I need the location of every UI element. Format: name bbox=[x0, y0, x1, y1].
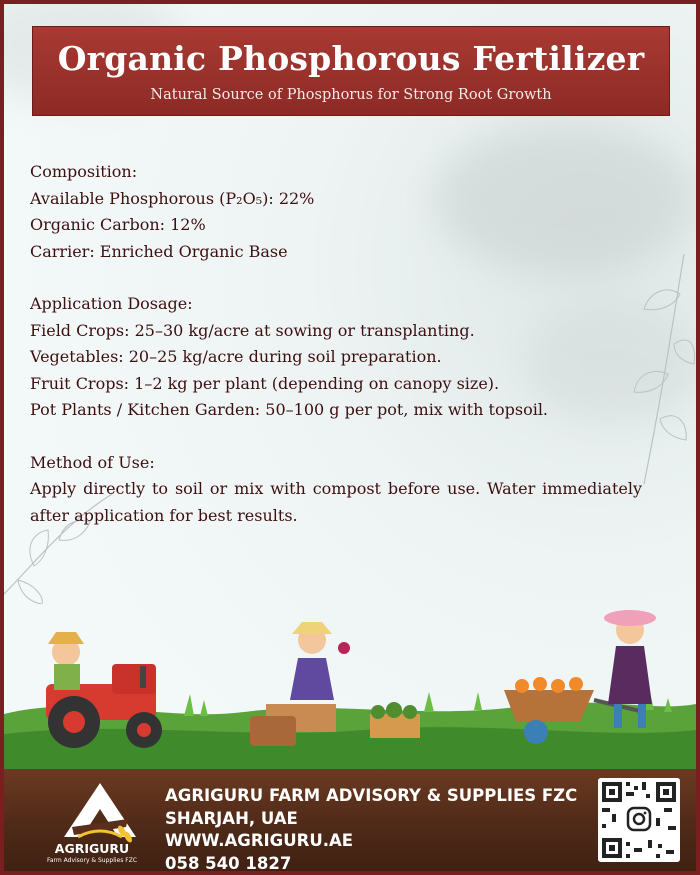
website-link[interactable]: WWW.AGRIGURU.AE bbox=[165, 831, 354, 850]
logo-name: AGRIGURU bbox=[54, 841, 130, 856]
contact-block bbox=[165, 785, 577, 871]
composition-item: Available Phosphorous (P₂O₅): 22% bbox=[30, 188, 315, 208]
product-details bbox=[30, 159, 642, 529]
dosage-item: Fruit Crops: 1–2 kg per plant (depending on canopy size). bbox=[30, 373, 500, 393]
composition-heading: Composition: bbox=[30, 162, 138, 181]
company-location: SHARJAH, UAE bbox=[165, 808, 298, 828]
method-heading: Method of Use: bbox=[30, 452, 155, 472]
title-banner bbox=[32, 26, 670, 116]
qr-code-icon[interactable] bbox=[598, 778, 680, 862]
poster bbox=[4, 4, 696, 871]
dosage-item: Field Crops: 25–30 kg/acre at sowing or transplanting. bbox=[30, 320, 475, 340]
composition-item: Organic Carbon: 12% bbox=[30, 215, 206, 234]
phone-number[interactable]: 058 540 1827 bbox=[165, 853, 292, 871]
logo-tagline: Farm Advisory & Supplies FZC bbox=[46, 857, 138, 864]
company-name: AGRIGURU FARM ADVISORY & SUPPLIES FZC bbox=[165, 786, 578, 805]
method-text: Apply directly to soil or mix with compost before use. Water immediately after application for best results. bbox=[30, 479, 642, 525]
page-subtitle: Natural Source of Phosphorus for Strong Root Growth bbox=[150, 87, 552, 103]
farmer-girl-icon bbox=[250, 622, 420, 746]
dosage-item: Pot Plants / Kitchen Garden: 50–100 g per pot, mix with topsoil. bbox=[30, 400, 549, 419]
farm-scene-illustration bbox=[4, 594, 696, 774]
dosage-item: Vegetables: 20–25 kg/acre during soil preparation. bbox=[30, 347, 442, 366]
composition-item: Carrier: Enriched Organic Base bbox=[30, 241, 288, 261]
page-title: Organic Phosphorous Fertilizer bbox=[57, 39, 645, 78]
dosage-heading: Application Dosage: bbox=[30, 294, 193, 313]
